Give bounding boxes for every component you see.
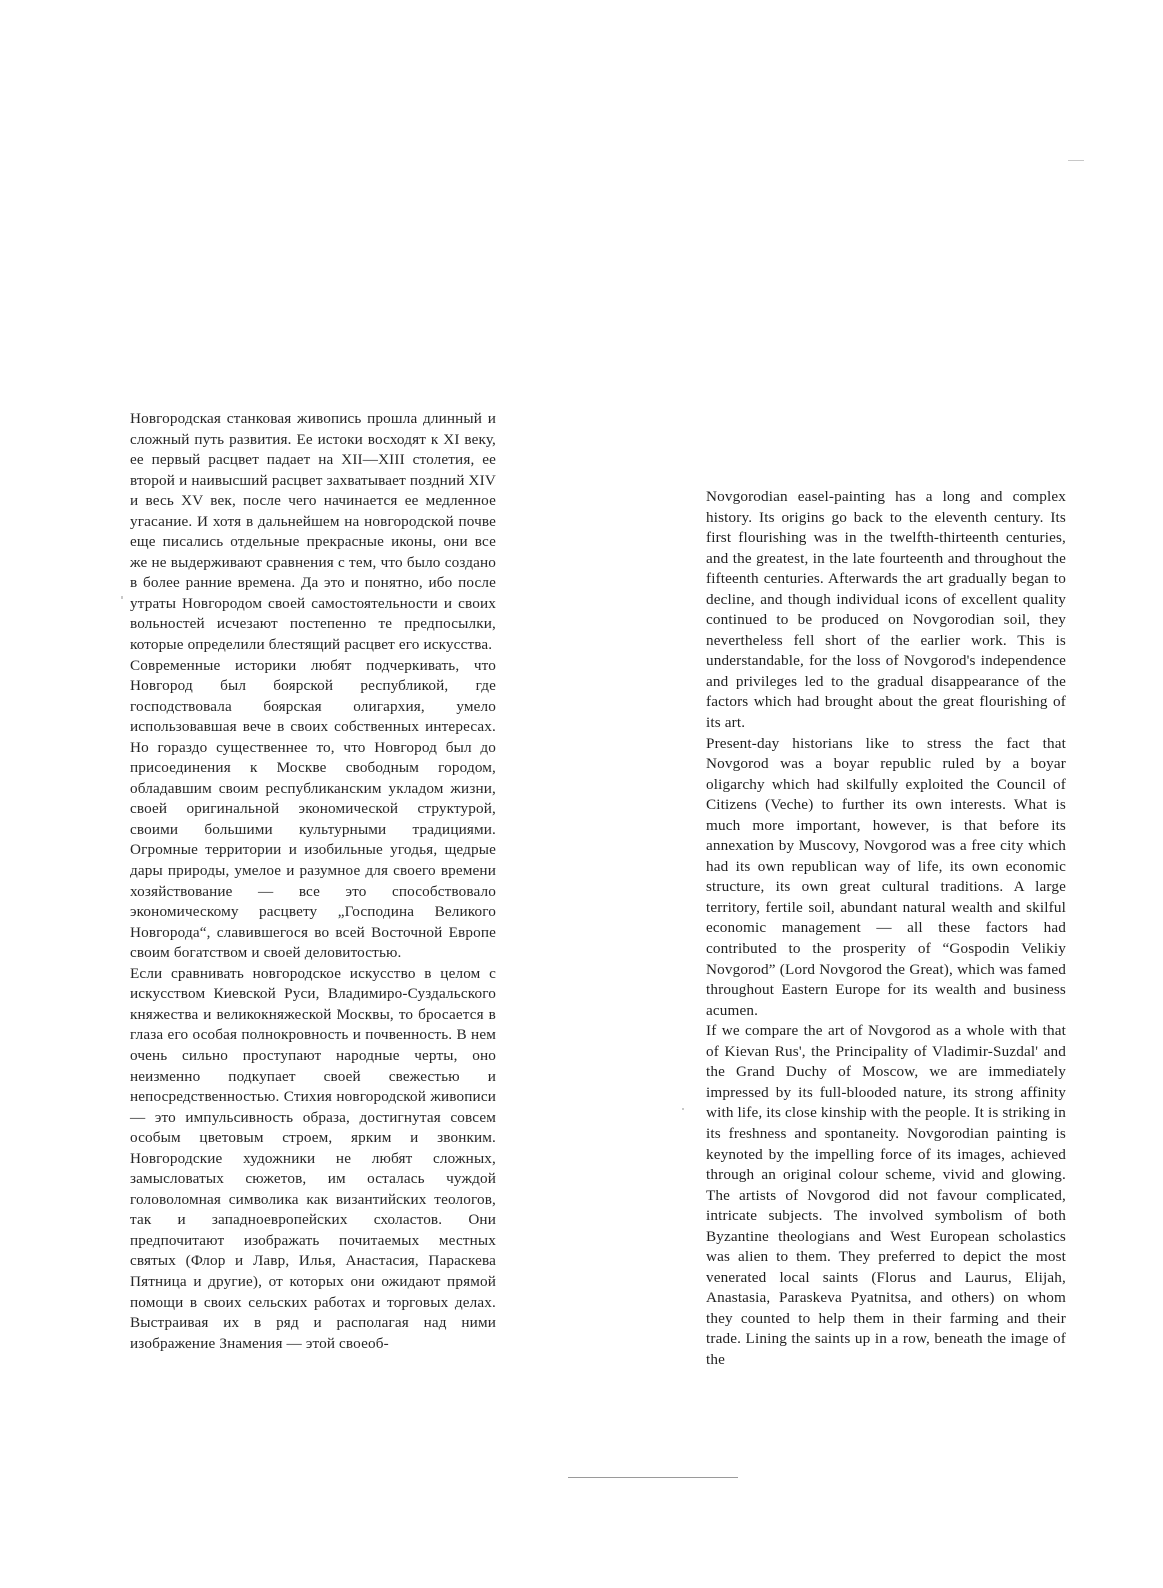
russian-paragraph-1: Новгородская станковая живопись прошла длинный и сложный путь развития. Ее истоки восходят к XI веку, ее первый расцвет падает на XII—XIII столетия, ее второй и наивысший расцвет захватывает поздний XIV и весь XV век, после чего начинается ее медленное угасание. И хотя в дальнейшем на новгородской почве еще писались отдельные прекрасные иконы, они все же не выдерживают сравнения с тем, что было создано в более ранние времена. Да это и понятно, ибо после утраты Новгородом своей самостоятельности и своих вольностей исчезают постепенно те предпосылки, которые определили блестящий расцвет его искусства.	[130, 410, 496, 654]
english-text-column	[706, 487, 1066, 1371]
russian-text-column	[130, 409, 496, 1354]
english-paragraph-3: If we compare the art of Novgorod as a whole with that of Kievan Rus', the Principality of Vladimir-Suzdal' and the Grand Duchy of Moscow, we are immediately impressed by its full-blooded nature, its strong affinity with life, its close kinship with the people. It is striking in its freshness and spontaneity. Novgorodian painting is keynoted by the impelling force of its images, achieved through an original colour scheme, vivid and glowing. The artists of Novgorod did not favour complicated, intricate subjects. The involved symbolism of both Byzantine theologians and West European scholastics was alien to them. They preferred to depict the most venerated local saints (Florus and Laurus, Elijah, Anastasia, Paraskeva Pyatnitsa, and others) on whom they counted to help them in their farming and their trade. Lining the saints up in a row, beneath the image of the	[706, 1022, 1066, 1368]
scan-mark-line	[568, 1477, 738, 1478]
english-paragraph-1: Novgorodian easel-painting has a long and complex history. Its origins go back to the eleventh century. Its first flourishing was in the twelfth-thirteenth centuries, and the greatest, in the late fourteenth and throughout the fifteenth centuries. Afterwards the art gradually began to decline, and though individual icons of excellent quality continued to be produced on Novgorodian soil, they nevertheless fell short of the earlier work. This is understandable, for the loss of Novgorod's independence and privileges led to the gradual disappearance of the factors which had brought about the great flourishing of its art.	[706, 488, 1066, 732]
russian-paragraph-3: Если сравнивать новгородское искусство в целом с искусством Киевской Руси, Владимиро-Суздальского княжества и великокняжеской Москвы, то бросается в глаза его особая полнокровность и почвенность. В нем очень сильно проступают народные черты, оно неизменно подкупает своей свежестью и непосредственностью. Стихия новгородской живописи — это импульсивность образа, достигнутая совсем особым цветовым строем, ярким и звонким. Новгородские художники не любят сложных, замысловатых сюжетов, им осталась чуждой головоломная символика как византийских теологов, так и западноевропейских схоластов. Они предпочитают изображать почитаемых местных святых (Флор и Лавр, Илья, Анастасия, Параскева Пятница и другие), от которых они ожидают прямой помощи в своих сельских работах и торговых делах. Выстраивая их в ряд и располагая над ними изображение Знамения — этой своеоб-	[130, 964, 496, 1352]
scan-speck	[121, 596, 123, 599]
scan-speck	[1068, 160, 1084, 161]
russian-paragraph-2: Современные историки любят подчеркивать, что Новгород был боярской республикой, где господствовала боярская олигархия, умело использовавшая вече в своих собственных интересах. Но гораздо существеннее то, что Новгород был до присоединения к Москве свободным городом, обладавшим своим республиканским укладом жизни, своей оригинальной экономической структурой, своими большими культурными традициями. Огромные территории и изобильные угодья, щедрые дары природы, умелое и разумное для своего времени хозяйствование — все это способствовало экономическому расцвету „Господина Великого Новгорода“, славившегося во всей Восточной Европе своим богатством и своей деловитостью.	[130, 656, 496, 962]
english-paragraph-2: Present-day historians like to stress the fact that Novgorod was a boyar republic ruled by a boyar oligarchy which had skilfully exploited the Council of Citizens (Veche) to further its own interests. What is much more important, however, is that before its annexation by Muscovy, Novgorod was a free city which had its own republican way of life, its own economic structure, its own great cultural traditions. A large territory, fertile soil, abundant natural wealth and skilful economic management — all these factors had contributed to the prosperity of “Gospodin Velikiy Novgorod” (Lord Novgorod the Great), which was famed throughout Eastern Europe for its wealth and business acumen.	[706, 734, 1066, 1019]
scan-speck	[682, 1108, 684, 1110]
